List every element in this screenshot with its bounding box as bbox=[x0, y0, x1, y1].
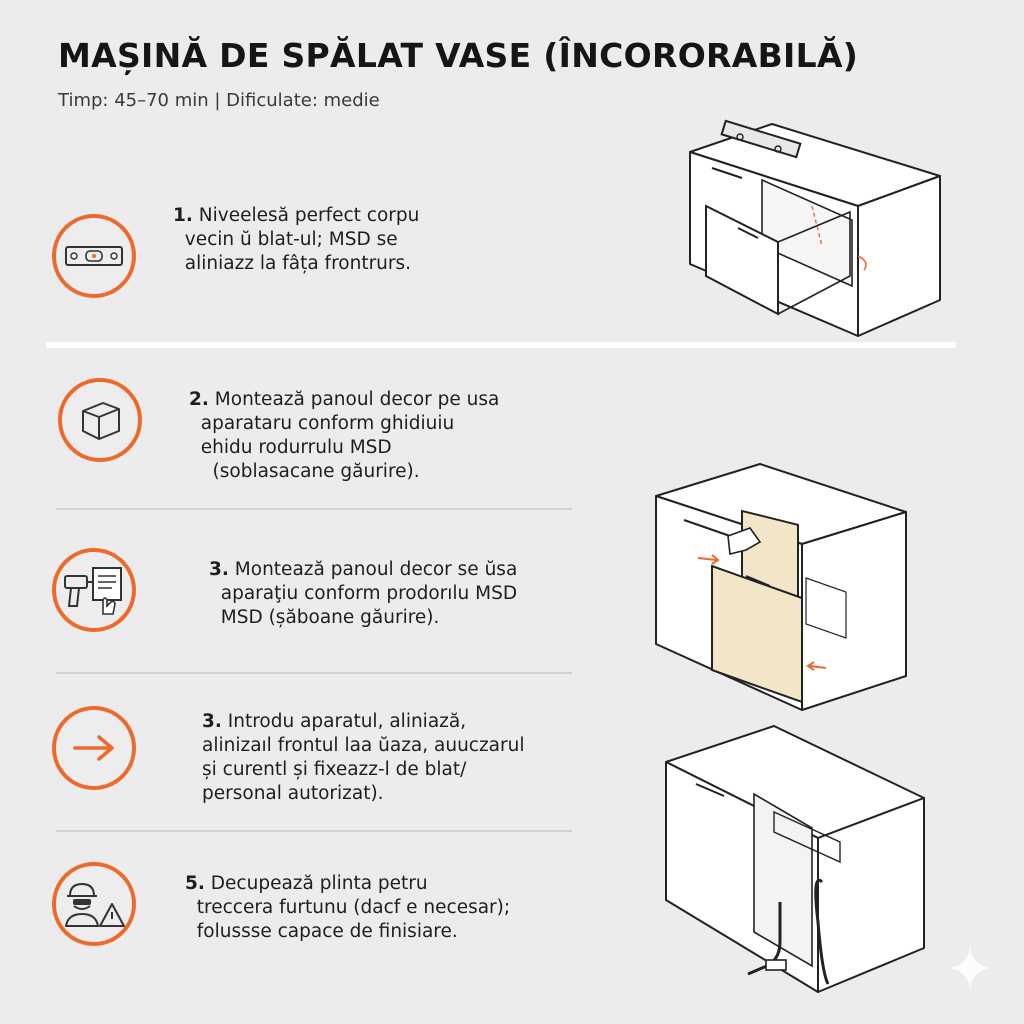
illustration-decor-panel bbox=[650, 458, 912, 720]
step-3-body: Montează panoul decor se ŭsa aparaţiu conform prodorılu MSD MSD (șăboane găurire). bbox=[220, 559, 518, 628]
level-icon bbox=[52, 214, 136, 298]
worker-warning-icon bbox=[52, 862, 136, 946]
step-4-body: Introdu aparatul, aliniază, alinizaıl frontul laa ŭaza, auuczarul și curentl și fixeazz-l de blat/ personal autorizat). bbox=[202, 711, 525, 804]
page-subtitle: Timp: 45–70 min | Dificulate: medie bbox=[58, 90, 380, 111]
step-1-body: Niveelesă perfect corpu vecin ŭ blat-ul; MSD se aliniazz la fâța frontrurs. bbox=[184, 205, 420, 274]
drill-template-icon bbox=[52, 548, 136, 632]
step-3-text bbox=[209, 558, 517, 630]
step-5-number: 5. bbox=[185, 873, 205, 894]
sparkle-icon bbox=[946, 944, 994, 992]
divider bbox=[56, 508, 572, 510]
step-5-body: Decupează plinta petru treccera furtunu (dacf e necesar); folussse capace de finisiare. bbox=[196, 873, 511, 942]
step-1-text bbox=[173, 204, 419, 276]
illustration-plumbing bbox=[662, 722, 928, 998]
box-icon bbox=[58, 378, 142, 462]
divider bbox=[56, 830, 572, 832]
step-5-text bbox=[185, 872, 510, 944]
step-2-number: 2. bbox=[189, 389, 209, 410]
page-title: MAȘINĂ DE SPĂLAT VASE (ÎNCORORABILĂ) bbox=[58, 36, 859, 75]
divider bbox=[56, 672, 572, 674]
step-1-number: 1. bbox=[173, 205, 193, 226]
step-2-body: Montează panoul decor pe usa aparataru conform ghidiuiu ehidu rodurrulu MSD (soblasacane găurire). bbox=[200, 389, 500, 482]
step-4-number: 3. bbox=[202, 711, 222, 732]
step-3-number: 3. bbox=[209, 559, 229, 580]
step-2-text bbox=[189, 388, 499, 484]
step-4-text bbox=[202, 710, 525, 806]
arrow-right-icon bbox=[52, 706, 136, 790]
illustration-cabinet-level bbox=[682, 116, 952, 346]
